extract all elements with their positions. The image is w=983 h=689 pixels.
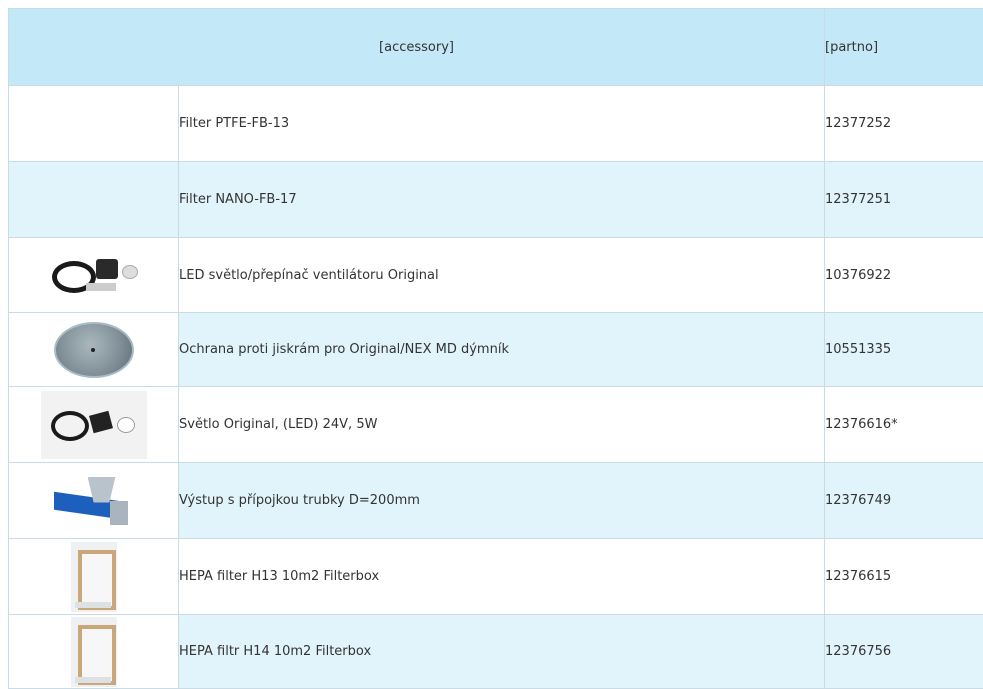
part-number: 12377252 [825, 86, 983, 162]
table-row [9, 86, 983, 162]
table-row [9, 615, 983, 689]
led-switch-kit-photo [46, 255, 142, 295]
pipe-outlet-photo [48, 471, 140, 531]
spark-arrestor-photo [54, 322, 134, 378]
partno-header: [partno] [825, 9, 983, 86]
image-cell-empty [9, 86, 179, 162]
part-number: 12376749 [825, 463, 983, 539]
part-number: 12376615 [825, 539, 983, 615]
image-cell [9, 463, 179, 539]
accessory-table [8, 8, 983, 689]
image-cell [9, 539, 179, 615]
accessory-name: Ochrana proti jiskrám pro Original/NEX MD dýmník [179, 313, 825, 387]
led-light-photo [41, 391, 147, 459]
image-cell [9, 313, 179, 387]
accessory-name: Výstup s přípojkou trubky D=200mm [179, 463, 825, 539]
part-number: 12376616* [825, 387, 983, 463]
accessory-name: LED světlo/přepínač ventilátoru Original [179, 238, 825, 313]
hepa-filterbox-photo [71, 617, 117, 687]
hepa-filterbox-photo [71, 542, 117, 612]
accessory-header: [accessory] [9, 9, 825, 86]
part-number: 10551335 [825, 313, 983, 387]
table-row [9, 387, 983, 463]
accessory-name: HEPA filtr H14 10m2 Filterbox [179, 615, 825, 689]
image-cell [9, 238, 179, 313]
part-number: 10376922 [825, 238, 983, 313]
table-row [9, 539, 983, 615]
part-number: 12377251 [825, 162, 983, 238]
image-cell [9, 387, 179, 463]
table-row [9, 313, 983, 387]
accessory-name: Světlo Original, (LED) 24V, 5W [179, 387, 825, 463]
part-number: 12376756 [825, 615, 983, 689]
accessory-name: Filter NANO-FB-17 [179, 162, 825, 238]
table-row [9, 238, 983, 313]
table-row [9, 162, 983, 238]
table-row [9, 463, 983, 539]
accessory-name: Filter PTFE-FB-13 [179, 86, 825, 162]
image-cell [9, 615, 179, 689]
header-row [9, 9, 983, 86]
accessory-name: HEPA filter H13 10m2 Filterbox [179, 539, 825, 615]
image-cell-empty [9, 162, 179, 238]
